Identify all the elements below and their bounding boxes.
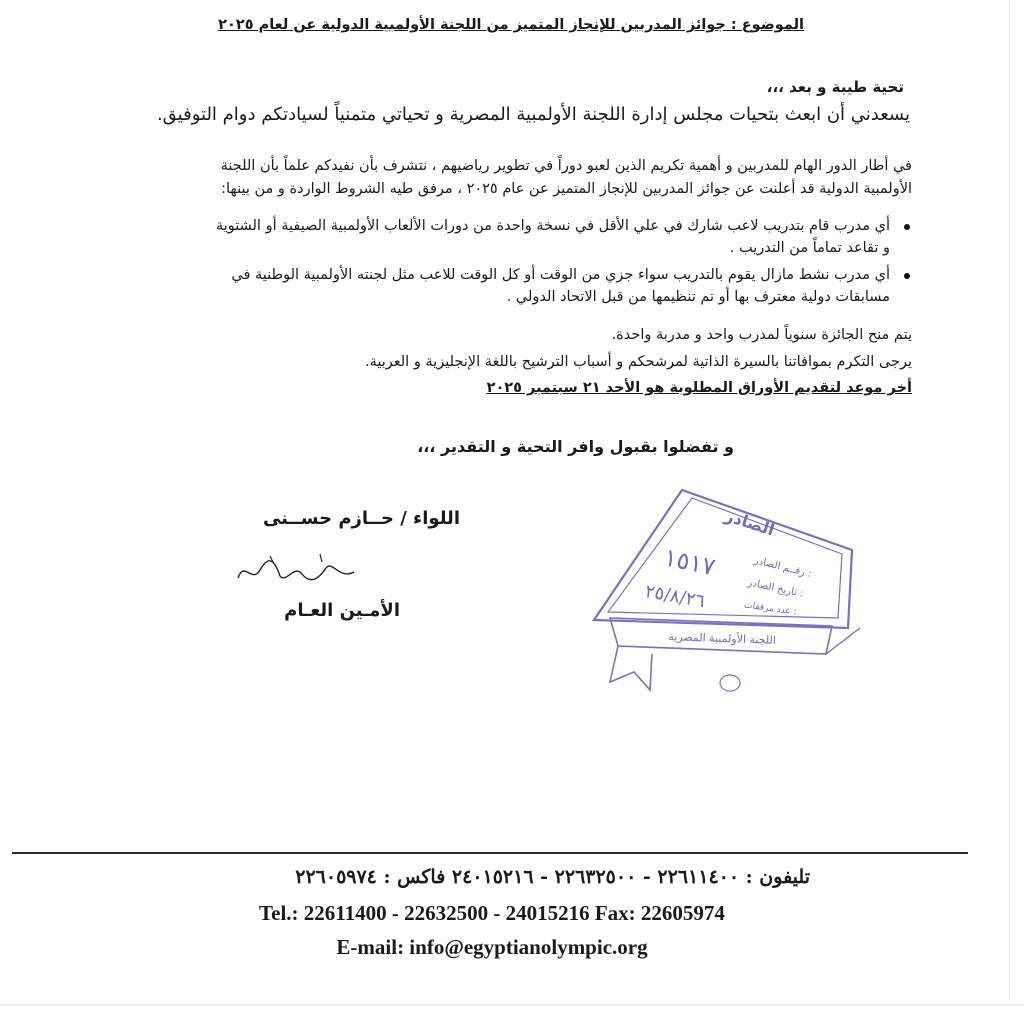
list-item-line: أي مدرب قام بتدريب لاعب شارك في علي الأقل في نسخة واحدة من دورات الألعاب الأولمبية الصيفية أو الشتوية [215,218,890,234]
list-item-line: و تقاعد تماماً من التدريب . [729,240,890,256]
footer-divider [12,852,968,854]
letter-greeting: تحية طيبة و بعد ،،، [766,78,904,96]
award-line: يتم منح الجائزة سنوياً لمدرب واحد و مدربة واحدة. [611,327,912,343]
stamp-date-value: ٢٥/٨/٢٦ [643,580,707,613]
footer-phone-english: Tel.: 22611400 - 22632500 - 24015216 Fax: 22605974 [259,901,725,925]
stamp-attachments-label: عدد مرفقات : [743,600,798,618]
stamp-org: اللجنة الأولمبية المصرية [668,630,777,647]
page-edge-right [1009,0,1010,1000]
paragraph-line: الأولمبية الدولية قد أعلنت عن جوائز المدربين للإنجاز المتميز عن عام ٢٠٢٥ ، مرفق طيه الشروط الواردة و من بينها: [221,181,912,197]
deadline-text: أخر موعد لتقديم الأوراق المطلوبة هو الأحد ٢١ سبتمبر ٢٠٢٥ [486,380,912,396]
footer-email: E-mail: info@egyptianolympic.org [336,935,648,959]
list-item-line: أي مدرب نشط مازال يقوم بالتدريب سواء جزي من الوقت أو كل الوقت للاعب مثل لجنته الأولمبية الوطنية في [231,267,890,283]
cv-request-line: يرجى التكرم بموافاتنا بالسيرة الذاتية لمرشحكم و أسباب الترشيح باللغة الإنجليزية و العربية. [364,354,912,370]
letter-paragraph [112,155,912,201]
letter-intro: يسعدني أن ابعث بتحيات مجلس إدارة اللجنة الأولمبية المصرية و تحياتي متمنياً لسيادتكم دوام التوفيق. [156,104,910,125]
outgoing-stamp [570,478,870,708]
stamp-ref-label: رقــم الصادر : [752,555,813,581]
signatory-role: الأمـين العـام [284,600,400,621]
page-edge-bottom [0,1004,1024,1006]
footer-phone-arabic: تليفون : ٢٢٦١١٤٠٠ - ٢٢٦٣٢٥٠٠ - ٢٤٠١٥٢١٦ فاكس : ٢٢٦٠٥٩٧٤ [295,866,810,888]
letter-closing: و تفضلوا بقبول وافر التحية و التقدير ،،، [417,437,734,456]
bullet-icon [904,224,910,230]
letter-subject: الموضوع : جوائز المدربين للإنجاز المتميز من اللجنة الأولمبية الدولية عن لعام ٢٠٢٥ [218,17,804,33]
list-item-line: مسابقات دولية معترف بها أو تم تنظيمها من قبل الاتحاد الدولي . [506,289,890,305]
bullet-icon [904,273,910,279]
deadline-line [112,380,912,396]
signatory-title: اللواء / حــازم حســنى [262,508,460,529]
list-item [112,264,912,308]
conditions-list [112,215,912,313]
stamp-date-label: تاريخ الصادر : [746,577,805,600]
stamp-heading: الصادر [722,505,777,540]
stamp-ref-number: ١٥١٧ [661,543,718,582]
paragraph-line: في أطار الدور الهام للمدربين و أهمية تكريم الذين لعبو دوراً في تطوير رياضيهم ، نتشرف بأن نفيدكم علماً بأن اللجنة [220,158,912,174]
handwritten-signature [230,550,360,590]
list-item [112,215,912,259]
